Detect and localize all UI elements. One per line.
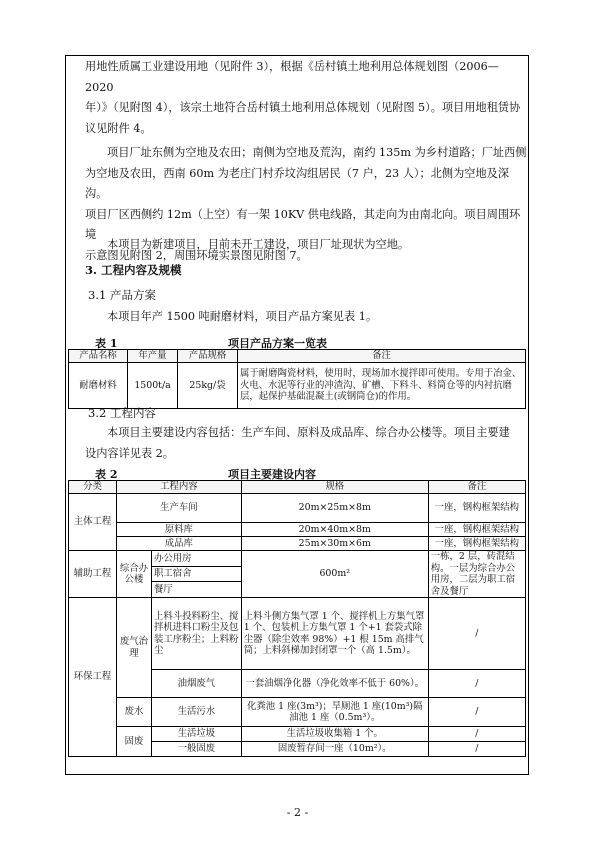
construction-table [68,480,526,757]
item-spec: 20m×25m×8m [241,494,428,523]
item-spec: 20m×40m×8m [241,523,428,537]
table2-header: 规格 [241,481,428,494]
product-table [68,349,526,409]
item-spec: 化粪池 1 座(3m³)；旱厕池 1 座(10m³)隔油池 1 座（0.5m³）。 [241,698,428,727]
item-name: 一般固废 [152,742,242,757]
item-note: / [428,698,525,727]
table-row [69,523,526,537]
item-name: 原料库 [117,523,242,537]
text-line: 议见附件 4。 [85,121,152,135]
item-note: 一座，钢构框架结构 [428,523,525,537]
text-line: 设内容详见表 2。 [85,446,174,460]
text-line: 项目厂区西侧约 12m（上空）有一架 10KV 供电线路，其走向为由南北向。项目周围环境 [85,207,521,241]
table-row [69,698,526,727]
text-line: 年）》（见附图 4），该宗土地符合岳村镇土地利用总体规划（见附图 5）。项目用地租赁协 [85,101,521,114]
product-spec: 25kg/袋 [178,363,238,409]
table-row [69,537,526,551]
text-line: 本项目为新建项目，目前未开工建设，项目厂址现状为空地。 [107,238,410,251]
item-spec: 上料斗侧方集气罩 1 个、搅拌机上方集气罩 1 个、包装机上方集气罩 1 个+1 套袋式除尘器（除尘效率 98%）+1 根 15m 高排气筒；上料斜梯加封闭罩一个（高 1.5m）。 [241,598,428,670]
wastewater: 废水 [117,698,152,727]
table-row [69,598,526,670]
item-name: 成品库 [117,537,242,551]
table1-label: 表 1 [95,337,118,350]
category-env: 环保工程 [69,598,117,757]
text-line: 用地性质属工业建设用地（见附件 3），根据《岳村镇土地利用总体规划图（2006—2020 [85,60,499,94]
table2-header: 工程内容 [117,481,242,494]
gas-treatment: 废气治理 [117,598,152,698]
category-main: 主体工程 [69,494,117,551]
item-name: 餐厅 [152,582,242,598]
item-note: / [428,727,525,742]
table-row [69,727,526,742]
item-name: 办公用房 [152,551,242,567]
item-spec: 固废暂存间一座（10m²）。 [241,742,428,757]
solid-waste: 固废 [117,727,152,757]
section-heading-3-1: 3.1 产品方案 [88,288,156,302]
item-note: 一座，钢构框架结构 [428,494,525,523]
table1-title: 项目产品方案一览表 [228,337,327,350]
item-note: / [428,598,525,670]
item-note: / [428,670,525,698]
text-line: 示意图见附图 2，周围环境实景图见附图 7。 [85,248,308,262]
item-name: 职工宿舍 [152,566,242,582]
item-note: 一座，钢构框架结构 [428,537,525,551]
aux-spec: 600m² [241,551,428,598]
product-name: 耐磨材料 [69,363,128,409]
table2-header: 备注 [428,481,525,494]
item-name: 生活污水 [152,698,242,727]
category-aux: 辅助工程 [69,551,117,598]
table-row [69,363,526,409]
section-heading-3-2: 3.2 工程内容 [88,406,156,420]
text-line: 项目厂址东侧为空地及农田；南侧为空地及荒沟，南约 135m 为乡村道路；厂址西侧 [107,146,527,159]
office-building: 综合办公楼 [117,551,152,598]
table1-header: 备注 [238,350,526,363]
table-row [69,494,526,523]
table2-header: 分类 [69,481,117,494]
text-line: 本项目主要建设内容包括：生产车间、原料及成品库、综合办公楼等。项目主要建 [107,426,510,439]
table1-header: 产品名称 [69,350,128,363]
table2-label: 表 2 [95,468,118,481]
item-name: 油烟废气 [152,670,242,698]
paragraph-construction [85,423,527,464]
aux-note: 一栋，2 层，砖混结构。一层为综合办公用房，二层为职工宿舍及餐厅 [428,551,525,598]
annual-output: 1500t/a [128,363,178,409]
item-spec: 一套油烟净化器（净化效率不低于 60%）。 [241,670,428,698]
item-spec: 25m×30m×6m [241,537,428,551]
section-heading-3: 3. 工程内容及规模 [85,263,182,277]
item-spec: 生活垃圾收集箱 1 个。 [241,727,428,742]
table2-title: 项目主要建设内容 [228,468,316,481]
text-line: 为空地及农田，西南 60m 为老庄门村乔坟沟组居民（7 户，23 人）；北侧为空地及深沟。 [85,166,510,200]
table1-header: 产品规格 [178,350,238,363]
item-name: 生产车间 [117,494,242,523]
table-row [69,551,526,567]
item-note: / [428,742,525,757]
product-remark: 属于耐磨陶瓷材料，使用时，现场加水搅拌即可使用。专用于冶金、火电、水泥等行业的冲渣沟、矿槽、下料斗、料筒仓等的内衬抗磨层，起保护基础混凝土(或钢筒仓)的作用。 [238,363,526,409]
text-line: 本项目年产 1500 吨耐磨材料，项目产品方案见表 1。 [107,310,378,323]
table1-header: 年产量 [128,350,178,363]
paragraph-land-use [85,57,527,139]
page-number: - 2 - [286,806,309,819]
item-name: 上料斗投料粉尘、搅拌机进料口粉尘及包装工序粉尘；上料粉尘 [152,598,242,670]
item-name: 生活垃圾 [152,727,242,742]
paragraph-product [85,307,527,328]
paragraph-status [85,235,527,256]
